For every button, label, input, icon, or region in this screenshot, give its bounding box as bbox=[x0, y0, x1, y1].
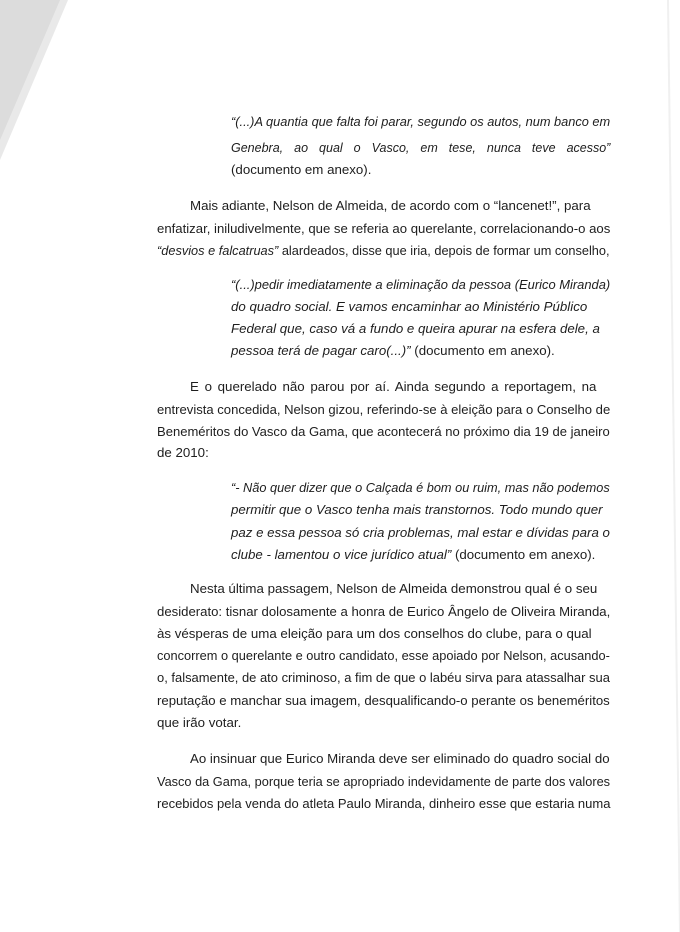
quote-2-line-1: “(...)pedir imediatamente a eliminação da pessoa (Eurico Miranda) bbox=[231, 277, 611, 292]
paragraph-3-line-7: que irão votar. bbox=[157, 715, 242, 730]
paragraph-4-line-2: Vasco da Gama, porque teria se apropriado indevidamente de parte dos valores bbox=[157, 774, 611, 789]
paragraph-2-line-4: de 2010: bbox=[157, 445, 209, 460]
paragraph-3-line-2: desiderato: tisnar dolosamente a honra de Eurico Ângelo de Oliveira Miranda, bbox=[157, 604, 611, 619]
paragraph-1-line-2: enfatizar, iniludivelmente, que se referia ao querelante, correlacionando-o aos bbox=[157, 221, 611, 236]
paragraph-1-line-3: “desvios e falcatruas” alardeados, disse que iria, depois de formar um conselho, bbox=[157, 243, 610, 258]
paragraph-2-line-2: entrevista concedida, Nelson gizou, referindo-se à eleição para o Conselho de bbox=[157, 402, 611, 417]
paragraph-3-line-3: às vésperas de uma eleição para um dos conselhos do clube, para o qual bbox=[157, 626, 592, 641]
paragraph-4-line-1: Ao insinuar que Eurico Miranda deve ser eliminado do quadro social do bbox=[190, 751, 610, 766]
paragraph-3-line-4: concorrem o querelante e outro candidato, esse apoiado por Nelson, acusando- bbox=[157, 648, 610, 663]
quote-2-line-4: pessoa terá de pagar caro(...)” (documento em anexo). bbox=[231, 343, 555, 358]
quote-1-line-1: “(...)A quantia que falta foi parar, segundo os autos, num banco em bbox=[231, 114, 611, 129]
paragraph-2-line-3: Beneméritos do Vasco da Gama, que acontecerá no próximo dia 19 de janeiro bbox=[157, 424, 610, 439]
paragraph-1-line-1: Mais adiante, Nelson de Almeida, de acordo com o “lancenet!”, para bbox=[190, 198, 591, 213]
paragraph-3-line-6: reputação e manchar sua imagem, desqualificando-o perante os beneméritos bbox=[157, 693, 610, 708]
quote-3-line-3: paz e essa pessoa só cria problemas, mal estar e dívidas para o bbox=[231, 525, 610, 540]
paragraph-4-line-3: recebidos pela venda do atleta Paulo Miranda, dinheiro esse que estaria numa bbox=[157, 796, 611, 811]
quote-2-line-2: do quadro social. E vamos encaminhar ao Ministério Público bbox=[231, 299, 588, 314]
quote-1-line-2: Genebra, ao qual o Vasco, em tese, nunca teve acesso” bbox=[231, 140, 611, 155]
quote-3-line-4: clube - lamentou o vice jurídico atual” (documento em anexo). bbox=[231, 547, 596, 562]
paragraph-3-line-1: Nesta última passagem, Nelson de Almeida demonstrou qual é o seu bbox=[190, 581, 598, 596]
quote-2-line-3: Federal que, caso vá a fundo e queira apurar na esfera dele, a bbox=[231, 321, 600, 336]
quote-1-line-3: (documento em anexo). bbox=[231, 162, 372, 177]
quote-3-line-1: “- Não quer dizer que o Calçada é bom ou ruim, mas não podemos bbox=[231, 480, 610, 495]
paragraph-2-line-1: E o querelado não parou por aí. Ainda segundo a reportagem, na bbox=[190, 379, 597, 394]
quote-3-line-2: permitir que o Vasco tenha mais transtornos. Todo mundo quer bbox=[231, 502, 603, 517]
paragraph-3-line-5: o, falsamente, de ato criminoso, a fim de que o labéu sirva para atassalhar sua bbox=[157, 670, 610, 685]
